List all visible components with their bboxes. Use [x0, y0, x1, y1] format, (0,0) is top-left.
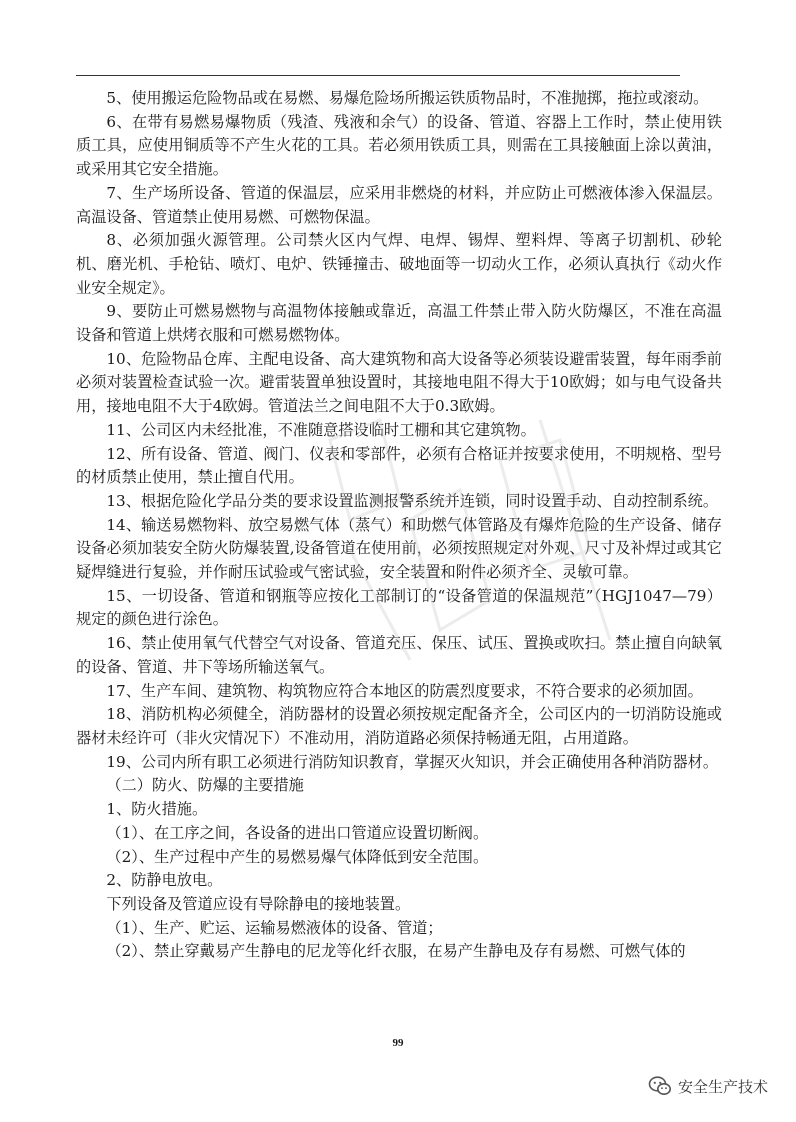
subheading-fire-prevention: 1、防火措施。	[106, 800, 208, 819]
subheading-static: 2、防静电放电。	[106, 871, 223, 890]
paragraph-item-6: 6、在带有易燃易爆物质（残渣、残液和余气）的设备、管道、容器上工作时，禁止使用铁质工具，应使用铜质等不产生火花的工具。若必须用铁质工具，则需在工具接触面上涂以黄油，或采用其它安全措施。	[76, 112, 722, 179]
paragraph-item-17: 17、生产车间、建筑物、构筑物应符合本地区的防震烈度要求，不符合要求的必须加固。	[106, 681, 703, 700]
page-number: 99	[392, 1037, 404, 1049]
paragraph-item-10: 10、危险物品仓库、主配电设备、高大建筑物和高大设备等必须装设避雷装置，每年雨季前必须对装置检查试验一次。避雷装置单独设置时，其接地电阻不得大于10欧姆；如与电气设备共用，接地电阻不大于4欧姆。管道法兰之间电阻不大于0.3欧姆。	[76, 349, 722, 416]
paragraph-item-5: 5、使用搬运危险物品或在易燃、易爆危险场所搬运铁质物品时，不准抛掷，拖拉或滚动。	[106, 89, 709, 107]
paragraph-item-16: 16、禁止使用氧气代替空气对设备、管道充压、保压、试压、置换或吹扫。禁止擅自向缺氧的设备、管道、井下等场所输送氧气。	[76, 634, 722, 676]
paragraph-item-13: 13、根据危险化学品分类的要求设置监测报警系统并连锁，同时设置手动、自动控制系统。	[106, 491, 719, 510]
wechat-brand	[648, 1073, 768, 1099]
paragraph-item-15: 15、一切设备、管道和钢瓶等应按化工部制订的“设备管道的保温规范”（HGJ1047—79）规定的颜色进行涂色。	[76, 586, 722, 629]
document-body	[76, 87, 722, 964]
paragraph-item-7: 7、生产场所设备、管道的保温层，应采用非燃烧的材料，并应防止可燃液体渗入保温层。高温设备、管道禁止使用易燃、可燃物保温。	[76, 183, 722, 226]
paragraph-item-18: 18、消防机构必须健全，消防器材的设置必须按规定配备齐全，公司区内的一切消防设施或器材未经许可（非火灾情况下）不准动用，消防道路必须保持畅通无阻，占用道路。	[76, 705, 722, 747]
paragraph-sub-1: （1）、在工序之间，各设备的进出口管道应设置切断阀。	[106, 823, 489, 842]
header-rule	[76, 75, 680, 76]
paragraph-static-intro: 下列设备及管道应设有导除静电的接地装置。	[106, 894, 411, 913]
paragraph-static-2: （2）、禁止穿戴易产生静电的尼龙等化纤衣服，在易产生静电及存有易燃、可燃气体的	[106, 942, 686, 961]
paragraph-sub-2: （2）、生产过程中产生的易燃易爆气体降低到安全范围。	[106, 847, 489, 866]
section-heading: （二）防火、防爆的主要措施	[106, 776, 304, 795]
paragraph-item-11: 11、公司区内未经批准，不准随意搭设临时工棚和其它建筑物。	[106, 420, 536, 439]
paragraph-item-12: 12、所有设备、管道、阀门、仪表和零部件，必须有合格证并按要求使用，不明规格、型号的材质禁止使用，禁止擅自代用。	[76, 444, 722, 487]
paragraph-item-19: 19、公司内所有职工必须进行消防知识教育，掌握灭火知识，并会正确使用各种消防器材。	[106, 752, 719, 771]
wechat-icon	[648, 1075, 672, 1097]
paragraph-item-8: 8、必须加强火源管理。公司禁火区内气焊、电焊、锡焊、塑料焊、等离子切割机、砂轮机、磨光机、手枪钻、喷灯、电炉、铁锤撞击、破地面等一切动火工作，必须认真执行《动火作业安全规定》。	[76, 231, 722, 297]
paragraph-static-1: （1）、生产、贮运、运输易燃液体的设备、管道；	[106, 918, 443, 937]
paragraph-item-9: 9、要防止可燃易燃物与高温物体接触或靠近，高温工件禁止带入防火防爆区，不准在高温设备和管道上烘烤衣服和可燃易燃物体。	[76, 302, 722, 345]
brand-text: 安全生产技术	[677, 1077, 768, 1096]
paragraph-item-14: 14、输送易燃物料、放空易燃气体（蒸气）和助燃气体管路及有爆炸危险的生产设备、储存设备必须加装安全防火防爆装置,设备管道在使用前，必须按照规定对外观、尺寸及补焊过或其它疑焊缝进行复验，并作耐压试验或气密试验，安全装置和附件必须齐全、灵敏可靠。	[76, 515, 722, 582]
